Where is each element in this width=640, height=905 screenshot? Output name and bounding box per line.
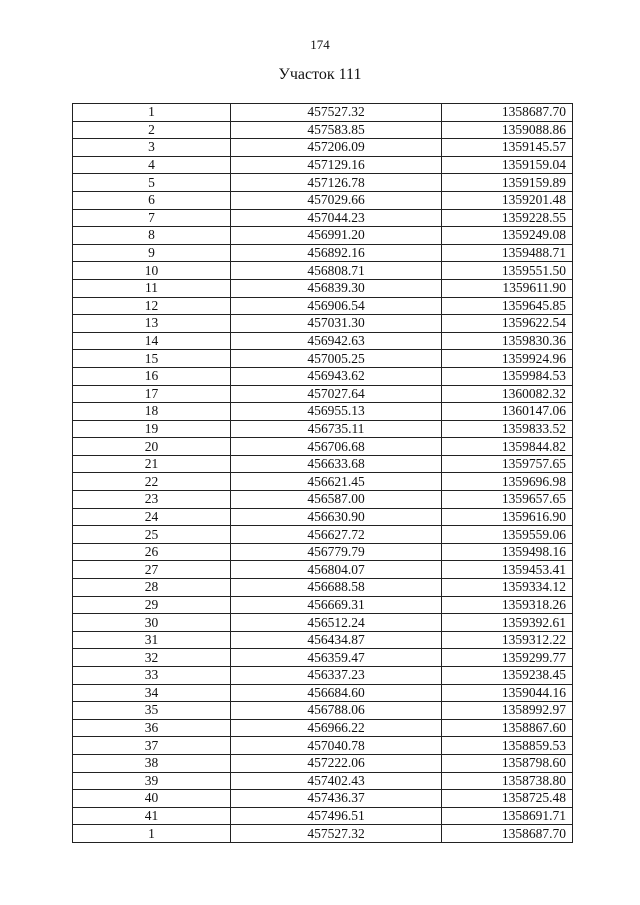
y-coordinate-cell: 1359159.89 — [442, 174, 573, 192]
point-number-cell: 14 — [73, 332, 231, 350]
page-title: Участок 111 — [278, 66, 362, 83]
table-row — [73, 315, 573, 333]
y-coordinate-cell: 1359392.61 — [442, 614, 573, 632]
table-row — [73, 543, 573, 561]
table-row — [73, 121, 573, 139]
x-coordinate-cell: 456942.63 — [231, 332, 442, 350]
y-coordinate-cell: 1358738.80 — [442, 772, 573, 790]
table-row — [73, 649, 573, 667]
table-row — [73, 279, 573, 297]
table-row — [73, 262, 573, 280]
point-number-cell: 30 — [73, 614, 231, 632]
x-coordinate-cell: 456735.11 — [231, 420, 442, 438]
x-coordinate-cell: 456633.68 — [231, 455, 442, 473]
x-coordinate-cell: 457029.66 — [231, 191, 442, 209]
point-number-cell: 25 — [73, 526, 231, 544]
x-coordinate-cell: 457129.16 — [231, 156, 442, 174]
table-row — [73, 244, 573, 262]
y-coordinate-cell: 1359249.08 — [442, 227, 573, 245]
table-row — [73, 227, 573, 245]
x-coordinate-cell: 457436.37 — [231, 790, 442, 808]
table-row — [73, 526, 573, 544]
point-number-cell: 19 — [73, 420, 231, 438]
x-coordinate-cell: 456955.13 — [231, 403, 442, 421]
point-number-cell: 31 — [73, 631, 231, 649]
y-coordinate-cell: 1359299.77 — [442, 649, 573, 667]
table-row — [73, 825, 573, 843]
y-coordinate-cell: 1359498.16 — [442, 543, 573, 561]
table-row — [73, 367, 573, 385]
table-row — [73, 174, 573, 192]
x-coordinate-cell: 457527.32 — [231, 825, 442, 843]
y-coordinate-cell: 1359657.65 — [442, 491, 573, 509]
point-number-cell: 12 — [73, 297, 231, 315]
point-number-cell: 26 — [73, 543, 231, 561]
point-number-cell: 38 — [73, 754, 231, 772]
table-row — [73, 191, 573, 209]
y-coordinate-cell: 1359757.65 — [442, 455, 573, 473]
point-number-cell: 6 — [73, 191, 231, 209]
y-coordinate-cell: 1360147.06 — [442, 403, 573, 421]
point-number-cell: 2 — [73, 121, 231, 139]
y-coordinate-cell: 1359145.57 — [442, 139, 573, 157]
y-coordinate-cell: 1359830.36 — [442, 332, 573, 350]
point-number-cell: 16 — [73, 367, 231, 385]
point-number-cell: 20 — [73, 438, 231, 456]
y-coordinate-cell: 1359334.12 — [442, 579, 573, 597]
y-coordinate-cell: 1359228.55 — [442, 209, 573, 227]
x-coordinate-cell: 457527.32 — [231, 104, 442, 122]
x-coordinate-cell: 457126.78 — [231, 174, 442, 192]
y-coordinate-cell: 1359488.71 — [442, 244, 573, 262]
y-coordinate-cell: 1359616.90 — [442, 508, 573, 526]
y-coordinate-cell: 1359611.90 — [442, 279, 573, 297]
table-row — [73, 156, 573, 174]
point-number-cell: 8 — [73, 227, 231, 245]
point-number-cell: 15 — [73, 350, 231, 368]
y-coordinate-cell: 1358798.60 — [442, 754, 573, 772]
point-number-cell: 11 — [73, 279, 231, 297]
x-coordinate-cell: 456906.54 — [231, 297, 442, 315]
table-row — [73, 104, 573, 122]
point-number-cell: 21 — [73, 455, 231, 473]
point-number-cell: 23 — [73, 491, 231, 509]
table-row — [73, 385, 573, 403]
x-coordinate-cell: 457040.78 — [231, 737, 442, 755]
x-coordinate-cell: 456779.79 — [231, 543, 442, 561]
y-coordinate-cell: 1358867.60 — [442, 719, 573, 737]
y-coordinate-cell: 1358859.53 — [442, 737, 573, 755]
point-number-cell: 3 — [73, 139, 231, 157]
x-coordinate-cell: 456684.60 — [231, 684, 442, 702]
table-row — [73, 684, 573, 702]
y-coordinate-cell: 1359559.06 — [442, 526, 573, 544]
x-coordinate-cell: 456512.24 — [231, 614, 442, 632]
point-number-cell: 1 — [73, 825, 231, 843]
x-coordinate-cell: 456337.23 — [231, 667, 442, 685]
x-coordinate-cell: 457027.64 — [231, 385, 442, 403]
point-number-cell: 37 — [73, 737, 231, 755]
y-coordinate-cell: 1358725.48 — [442, 790, 573, 808]
x-coordinate-cell: 456943.62 — [231, 367, 442, 385]
x-coordinate-cell: 456587.00 — [231, 491, 442, 509]
y-coordinate-cell: 1359159.04 — [442, 156, 573, 174]
point-number-cell: 4 — [73, 156, 231, 174]
table-row — [73, 614, 573, 632]
point-number-cell: 7 — [73, 209, 231, 227]
y-coordinate-cell: 1359453.41 — [442, 561, 573, 579]
x-coordinate-cell: 457005.25 — [231, 350, 442, 368]
table-row — [73, 403, 573, 421]
x-coordinate-cell: 457031.30 — [231, 315, 442, 333]
y-coordinate-cell: 1359044.16 — [442, 684, 573, 702]
table-row — [73, 438, 573, 456]
x-coordinate-cell: 457583.85 — [231, 121, 442, 139]
point-number-cell: 5 — [73, 174, 231, 192]
y-coordinate-cell: 1359984.53 — [442, 367, 573, 385]
point-number-cell: 17 — [73, 385, 231, 403]
table-row — [73, 297, 573, 315]
point-number-cell: 10 — [73, 262, 231, 280]
point-number-cell: 34 — [73, 684, 231, 702]
point-number-cell: 9 — [73, 244, 231, 262]
point-number-cell: 39 — [73, 772, 231, 790]
table-row — [73, 491, 573, 509]
x-coordinate-cell: 456706.68 — [231, 438, 442, 456]
x-coordinate-cell: 457044.23 — [231, 209, 442, 227]
x-coordinate-cell: 456966.22 — [231, 719, 442, 737]
x-coordinate-cell: 456808.71 — [231, 262, 442, 280]
y-coordinate-cell: 1359844.82 — [442, 438, 573, 456]
y-coordinate-cell: 1358691.71 — [442, 807, 573, 825]
x-coordinate-cell: 456839.30 — [231, 279, 442, 297]
y-coordinate-cell: 1359924.96 — [442, 350, 573, 368]
y-coordinate-cell: 1359088.86 — [442, 121, 573, 139]
point-number-cell: 33 — [73, 667, 231, 685]
x-coordinate-cell: 457496.51 — [231, 807, 442, 825]
y-coordinate-cell: 1359645.85 — [442, 297, 573, 315]
y-coordinate-cell: 1358687.70 — [442, 104, 573, 122]
x-coordinate-cell: 456359.47 — [231, 649, 442, 667]
x-coordinate-cell: 457222.06 — [231, 754, 442, 772]
x-coordinate-cell: 456788.06 — [231, 702, 442, 720]
point-number-cell: 1 — [73, 104, 231, 122]
coordinates-table-body — [73, 104, 573, 843]
table-row — [73, 508, 573, 526]
table-row — [73, 455, 573, 473]
point-number-cell: 29 — [73, 596, 231, 614]
table-row — [73, 667, 573, 685]
table-row — [73, 807, 573, 825]
page-number: 174 — [310, 37, 330, 52]
point-number-cell: 41 — [73, 807, 231, 825]
table-row — [73, 473, 573, 491]
table-row — [73, 596, 573, 614]
x-coordinate-cell: 456627.72 — [231, 526, 442, 544]
y-coordinate-cell: 1359551.50 — [442, 262, 573, 280]
x-coordinate-cell: 456669.31 — [231, 596, 442, 614]
y-coordinate-cell: 1359318.26 — [442, 596, 573, 614]
x-coordinate-cell: 456991.20 — [231, 227, 442, 245]
y-coordinate-cell: 1359696.98 — [442, 473, 573, 491]
table-row — [73, 702, 573, 720]
table-row — [73, 561, 573, 579]
point-number-cell: 32 — [73, 649, 231, 667]
point-number-cell: 13 — [73, 315, 231, 333]
x-coordinate-cell: 456892.16 — [231, 244, 442, 262]
x-coordinate-cell: 457402.43 — [231, 772, 442, 790]
x-coordinate-cell: 456621.45 — [231, 473, 442, 491]
x-coordinate-cell: 456688.58 — [231, 579, 442, 597]
point-number-cell: 27 — [73, 561, 231, 579]
table-row — [73, 790, 573, 808]
y-coordinate-cell: 1359312.22 — [442, 631, 573, 649]
x-coordinate-cell: 456804.07 — [231, 561, 442, 579]
y-coordinate-cell: 1359622.54 — [442, 315, 573, 333]
table-row — [73, 332, 573, 350]
point-number-cell: 28 — [73, 579, 231, 597]
point-number-cell: 24 — [73, 508, 231, 526]
x-coordinate-cell: 457206.09 — [231, 139, 442, 157]
coordinates-table — [72, 103, 573, 843]
point-number-cell: 36 — [73, 719, 231, 737]
table-row — [73, 420, 573, 438]
table-row — [73, 754, 573, 772]
table-row — [73, 139, 573, 157]
point-number-cell: 35 — [73, 702, 231, 720]
point-number-cell: 18 — [73, 403, 231, 421]
table-row — [73, 737, 573, 755]
y-coordinate-cell: 1360082.32 — [442, 385, 573, 403]
table-row — [73, 209, 573, 227]
x-coordinate-cell: 456630.90 — [231, 508, 442, 526]
y-coordinate-cell: 1359201.48 — [442, 191, 573, 209]
x-coordinate-cell: 456434.87 — [231, 631, 442, 649]
y-coordinate-cell: 1359238.45 — [442, 667, 573, 685]
y-coordinate-cell: 1358992.97 — [442, 702, 573, 720]
table-row — [73, 631, 573, 649]
table-row — [73, 772, 573, 790]
point-number-cell: 22 — [73, 473, 231, 491]
table-row — [73, 579, 573, 597]
point-number-cell: 40 — [73, 790, 231, 808]
y-coordinate-cell: 1359833.52 — [442, 420, 573, 438]
table-row — [73, 719, 573, 737]
y-coordinate-cell: 1358687.70 — [442, 825, 573, 843]
table-row — [73, 350, 573, 368]
